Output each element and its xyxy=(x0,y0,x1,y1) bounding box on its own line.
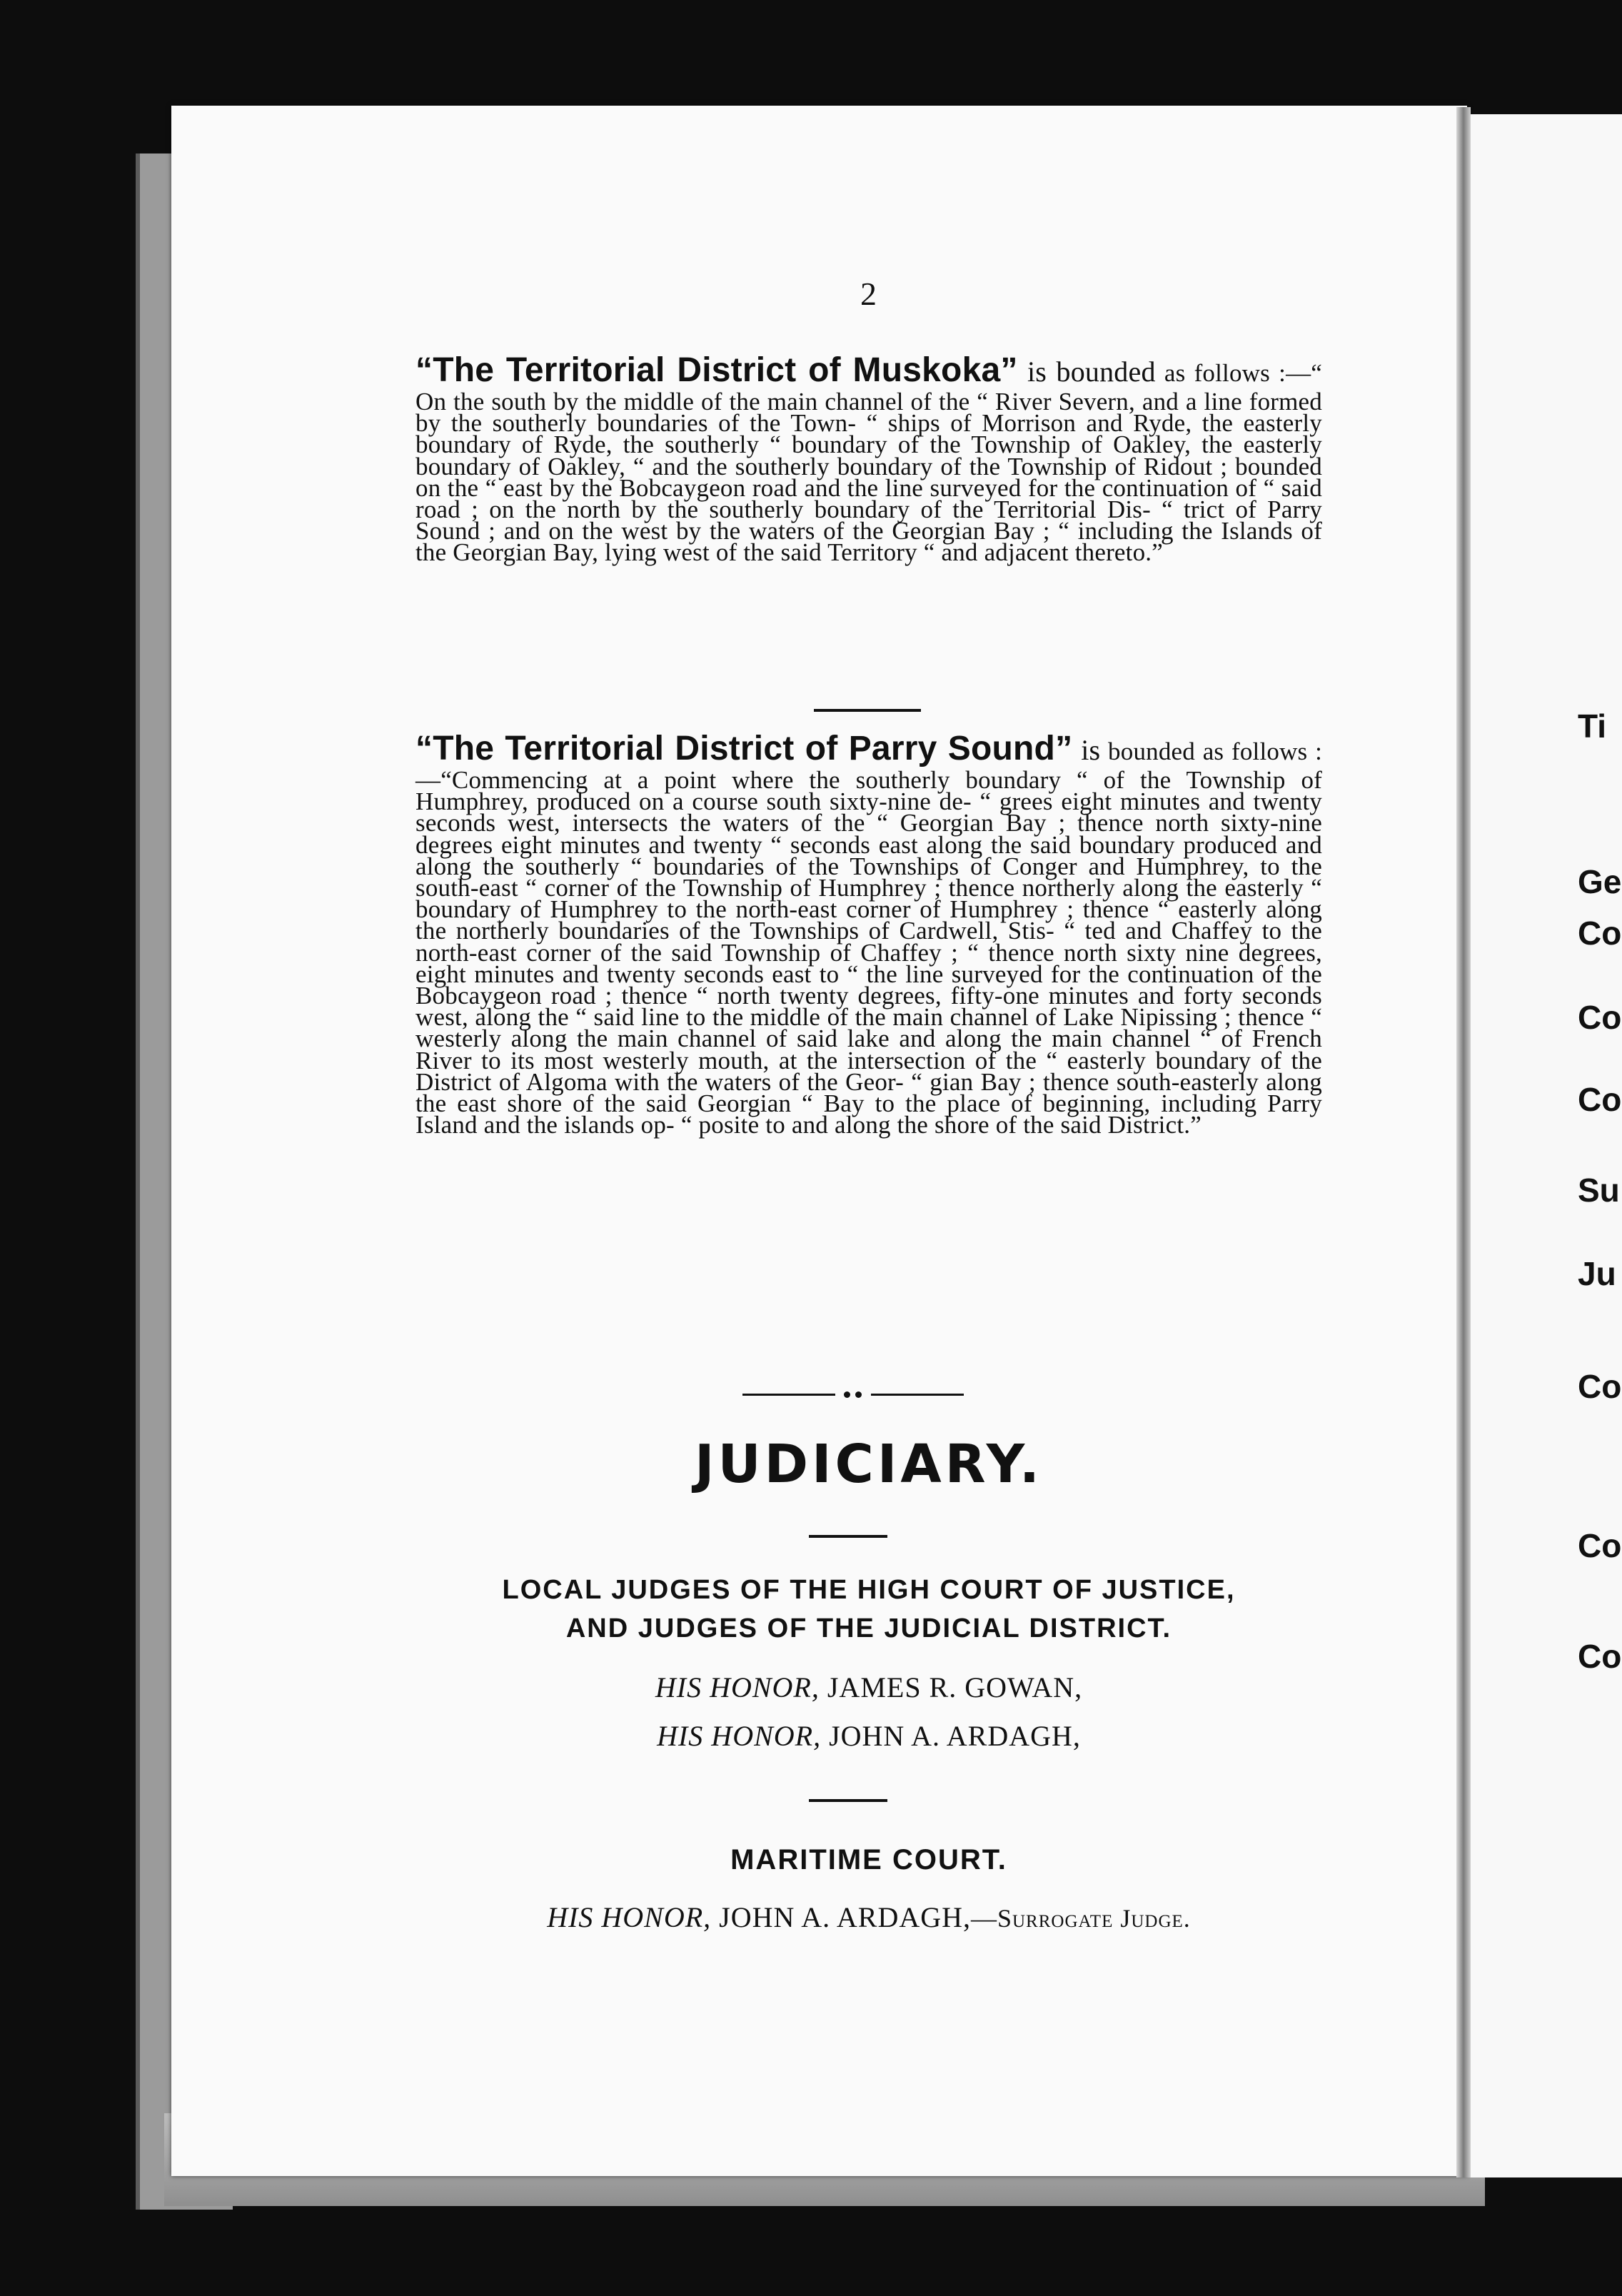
ornamental-divider xyxy=(742,1390,964,1399)
judge-entry xyxy=(415,1719,1322,1753)
judge-entry xyxy=(415,1671,1322,1704)
ornament-line xyxy=(742,1394,835,1396)
facing-fragment: Co xyxy=(1578,999,1622,1036)
judge-title: HIS HONOR, xyxy=(657,1720,822,1752)
facing-fragment: Ge xyxy=(1578,863,1622,900)
local-judges-heading-line1: LOCAL JUDGES OF THE HIGH COURT OF JUSTICE, xyxy=(502,1575,1236,1605)
parry-sound-paragraph xyxy=(415,728,1322,1139)
ornament-dot xyxy=(844,1391,850,1398)
parry-sound-body: bounded as follows :—“Commencing at a point where the southerly boundary “ of the Township of Humphrey, produced on a course south sixty-nine de- “ grees eight minutes and twenty seconds west, intersects the waters of the “ Georgian Bay ; thence north sixty-nine degrees eight minutes and twenty “ seconds east along the said boundary produced and along the southerly “ boundaries of the Townships of Conger and Humphrey, to the south-east “ corner of the Township of Humphrey ; thence northerly along the easterly “ boundary of Humphrey to the north-east corner of Humphrey ; thence “ easterly along the northerly boundaries of the Townships of Cardwell, Stis- “ ted and Chaffey to the north-east corner of the said Township of Chaffey ; “ thence north sixty nine degrees, eight minutes and twenty seconds east to “ the line surveyed for the continuation of the Bobcaygeon road ; thence “ north twenty degrees, fifty-one minutes and forty seconds west, along the “ said line to the middle of the main channel of Lake Nipissing ; thence “ westerly along the main channel of said lake and along the main channel “ of French River to its most westerly mouth, at the intersection of the “ easterly boundary of the District of Algoma with the waters of the Geor- “ gian Bay ; thence south-easterly along the east shore of the said Georgian “ Bay to the place of beginning, including Parry Island and the islands op- “ posite to and along the shore of the said District.” xyxy=(415,737,1322,1139)
facing-fragment: Co xyxy=(1578,915,1622,952)
maritime-judge-entry xyxy=(415,1900,1322,1934)
facing-fragment: Co xyxy=(1578,1638,1622,1675)
facing-fragment: Co xyxy=(1578,1368,1622,1405)
local-judges-heading-line2: AND JUDGES OF THE JUDICIAL DISTRICT. xyxy=(565,1613,1172,1643)
parry-sound-lead-tail: is xyxy=(1072,734,1101,766)
judiciary-heading: JUDICIARY. xyxy=(694,1434,1044,1495)
judge-name: JOHN A. ARDAGH, xyxy=(711,1901,971,1933)
facing-fragment: Co xyxy=(1578,1081,1622,1118)
facing-page xyxy=(1471,114,1622,2177)
section-divider xyxy=(809,1799,887,1802)
muskoka-body: as follows :—“ On the south by the middle of the main channel of the “ River Severn, and a line formed by the southerly boundaries of the Town- “ ships of Morrison and Ryde, the easterly boundary of Ryde, the southerly “ boundary of the Township of Oakley, the easterly boundary of Oakley, “ and the southerly boundary of the Township of Ridout ; bounded on the “ east by the Bobcaygeon road and the line surveyed for the continuation of “ said road ; on the north by the southerly boundary of the Territorial Dis- “ trict of Parry Sound ; and on the west by the waters of the Georgian Bay ; “ including the Islands of the Georgian Bay, lying west of the said Territory “ and adjacent thereto.” xyxy=(415,359,1323,567)
muskoka-lead-tail: is bounded xyxy=(1017,356,1156,388)
judge-role: —Surrogate Judge. xyxy=(970,1904,1191,1933)
facing-fragment: Ti xyxy=(1578,708,1607,745)
maritime-court-heading: MARITIME COURT. xyxy=(730,1844,1007,1875)
parry-sound-lead: “The Territorial District of Parry Sound” xyxy=(415,730,1073,767)
judge-name: JAMES R. GOWAN, xyxy=(819,1671,1083,1703)
ornament-dot xyxy=(855,1391,862,1398)
muskoka-lead: “The Territorial District of Muskoka” xyxy=(415,351,1018,389)
local-judges-heading xyxy=(415,1571,1322,1648)
judge-title: HIS HONOR, xyxy=(547,1901,712,1933)
book-gutter xyxy=(1456,107,1471,2177)
facing-fragment: Ju xyxy=(1578,1255,1616,1292)
facing-fragment: Su xyxy=(1578,1172,1620,1209)
judge-name: JOHN A. ARDAGH, xyxy=(821,1720,1081,1752)
section-divider xyxy=(814,709,921,712)
page-number: 2 xyxy=(860,276,877,312)
judge-title: HIS HONOR, xyxy=(655,1671,820,1703)
facing-fragment: Co xyxy=(1578,1527,1622,1564)
ornament-line xyxy=(871,1394,964,1396)
muskoka-paragraph xyxy=(415,350,1323,567)
section-divider xyxy=(809,1535,887,1538)
